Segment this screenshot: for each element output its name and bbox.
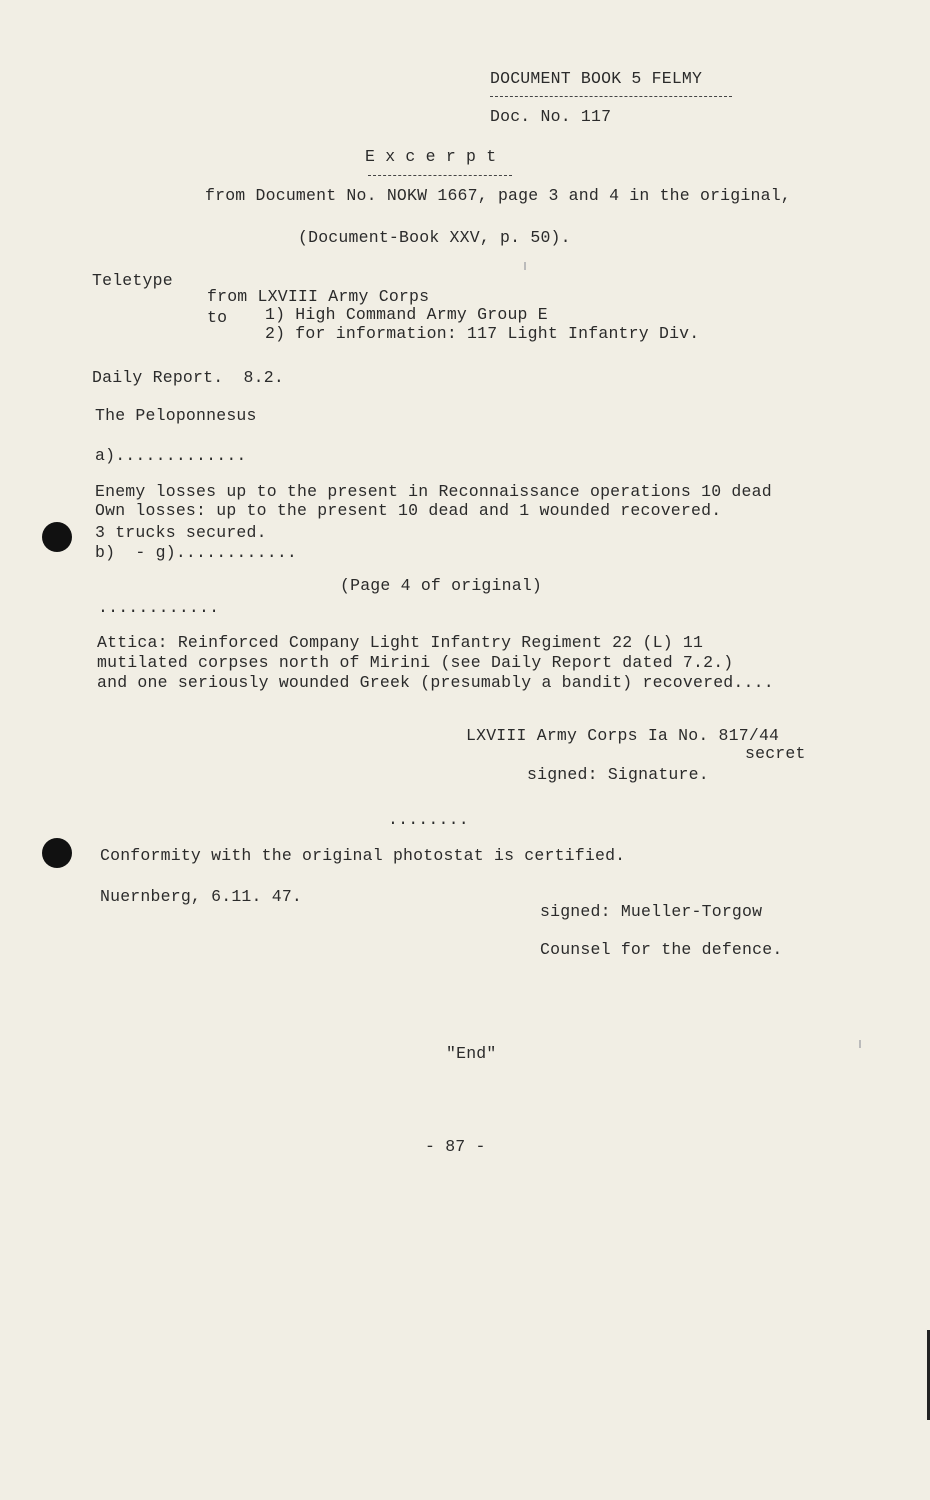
punch-hole-upper bbox=[42, 522, 72, 552]
daily-report-heading: Daily Report. 8.2. bbox=[92, 368, 284, 387]
teletype-recipient-2: 2) for information: 117 Light Infantry Div. bbox=[265, 324, 700, 343]
items-b-to-g: b) - g)............ bbox=[95, 543, 298, 562]
title-underline bbox=[490, 96, 732, 97]
separator-dots: ........ bbox=[388, 810, 469, 829]
attica-line-2: mutilated corpses north of Mirini (see Daily Report dated 7.2.) bbox=[97, 653, 734, 672]
scan-speck bbox=[524, 262, 526, 270]
page-4-note: (Page 4 of original) bbox=[340, 576, 543, 595]
region-heading: The Peloponnesus bbox=[95, 406, 257, 425]
own-losses-line: Own losses: up to the present 10 dead and 1 wounded recovered. bbox=[95, 501, 722, 520]
enemy-losses-line: Enemy losses up to the present in Reconnaissance operations 10 dead bbox=[95, 482, 772, 501]
teletype-recipient-1: 1) High Command Army Group E bbox=[265, 305, 548, 324]
classification-secret: secret bbox=[745, 744, 806, 763]
place-and-date: Nuernberg, 6.11. 47. bbox=[100, 887, 303, 906]
document-number: Doc. No. 117 bbox=[490, 107, 612, 126]
corps-reference: LXVIII Army Corps Ia No. 817/44 bbox=[466, 726, 780, 745]
punch-hole-lower bbox=[42, 838, 72, 868]
signed-signature: signed: Signature. bbox=[527, 765, 709, 784]
item-a: a)............. bbox=[95, 446, 247, 465]
reference-line: (Document-Book XXV, p. 50). bbox=[298, 228, 571, 247]
excerpt-heading: E x c e r p t bbox=[365, 147, 497, 166]
attica-line-1: Attica: Reinforced Company Light Infantry Regiment 22 (L) 11 bbox=[97, 633, 704, 652]
omission-dots: ............ bbox=[98, 598, 220, 617]
document-book-title: DOCUMENT BOOK 5 FELMY bbox=[490, 69, 703, 88]
teletype-label: Teletype bbox=[92, 271, 173, 290]
teletype-from: from LXVIII Army Corps bbox=[207, 287, 430, 306]
certification-statement: Conformity with the original photostat is certified. bbox=[100, 846, 626, 865]
counsel-role: Counsel for the defence. bbox=[540, 940, 783, 959]
teletype-to-label: to bbox=[207, 308, 228, 327]
attica-line-3: and one seriously wounded Greek (presumably a bandit) recovered.... bbox=[97, 673, 774, 692]
end-mark: "End" bbox=[446, 1044, 497, 1063]
trucks-line: 3 trucks secured. bbox=[95, 523, 267, 542]
page-number: - 87 - bbox=[425, 1137, 486, 1156]
excerpt-underline bbox=[368, 175, 512, 176]
signed-by: signed: Mueller-Torgow bbox=[540, 902, 763, 921]
source-line: from Document No. NOKW 1667, page 3 and 4 in the original, bbox=[205, 186, 791, 205]
scan-speck bbox=[859, 1040, 861, 1048]
